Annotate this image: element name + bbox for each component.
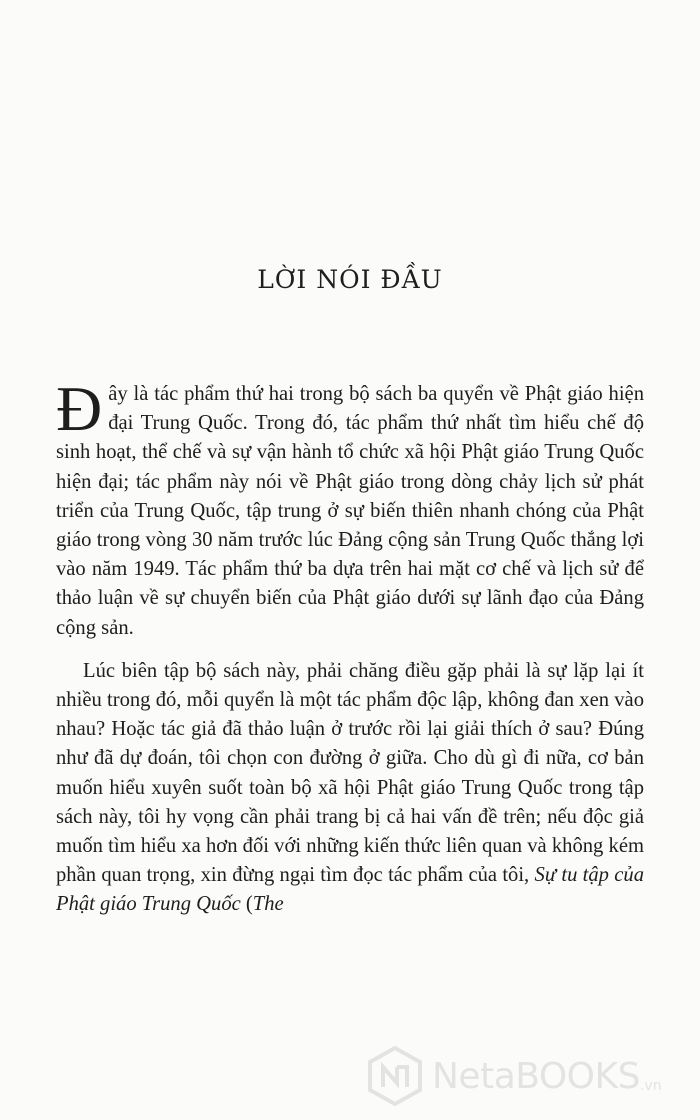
page-title: LỜI NÓI ĐẦU <box>257 264 443 294</box>
watermark <box>364 1044 694 1108</box>
english-title-start: The <box>252 893 284 916</box>
drop-cap: Đ <box>56 373 103 444</box>
paragraph-2-after: ( <box>240 893 253 916</box>
watermark-tld: .vn <box>639 1078 662 1094</box>
netabooks-logo-icon <box>364 1045 426 1107</box>
paragraph-2 <box>56 657 644 920</box>
paragraph-1-text: ây là tác phẩm thứ hai trong bộ sách ba quyển về Phật giáo hiện đại Trung Quốc. Trong đó, tác phẩm thứ nhất tìm hiểu chế độ sinh hoạt, thể chế và sự vận hành tổ chức xã hội Phật giáo Trung Quốc hiện đại; tác phẩm này nói về Phật giáo trong dòng chảy lịch sử phát triển của Trung Quốc, tập trung ở sự biến thiên nhanh chóng của Phật giáo trong vòng 30 năm trước lúc Đảng cộng sản Trung Quốc thắng lợi vào năm 1949. Tác phẩm thứ ba dựa trên hai mặt cơ chế và lịch sử để thảo luận về sự chuyển biến của Phật giáo dưới sự lãnh đạo của Đảng cộng sản. <box>56 383 644 639</box>
body-text <box>56 373 645 920</box>
watermark-brand: NetaBOOKS <box>432 1055 640 1097</box>
paragraph-1 <box>56 373 644 643</box>
paragraph-2-text: Lúc biên tập bộ sách này, phải chăng điều gặp phải là sự lặp lại ít nhiều trong đó, mỗi quyển là một tác phẩm độc lập, không đan xen vào nhau? Hoặc tác giả đã thảo luận ở trước rồi lại giải thích ở sau? Đúng như đã dự đoán, tôi chọn con đường ở giữa. Cho dù gì đi nữa, cơ bản muốn hiểu xuyên suốt toàn bộ xã hội Phật giáo Trung Quốc trong tập sách này, tôi hy vọng cần phải trang bị cả hai vấn đề trên; nếu độc giả muốn tìm hiểu xa hơn đối với những kiến thức liên quan và không kém phần quan trọng, xin đừng ngại tìm đọc tác phẩm của tôi, <box>56 659 644 887</box>
book-title-italic: Sự tu tập của Phật giáo Trung Quốc <box>56 864 645 916</box>
